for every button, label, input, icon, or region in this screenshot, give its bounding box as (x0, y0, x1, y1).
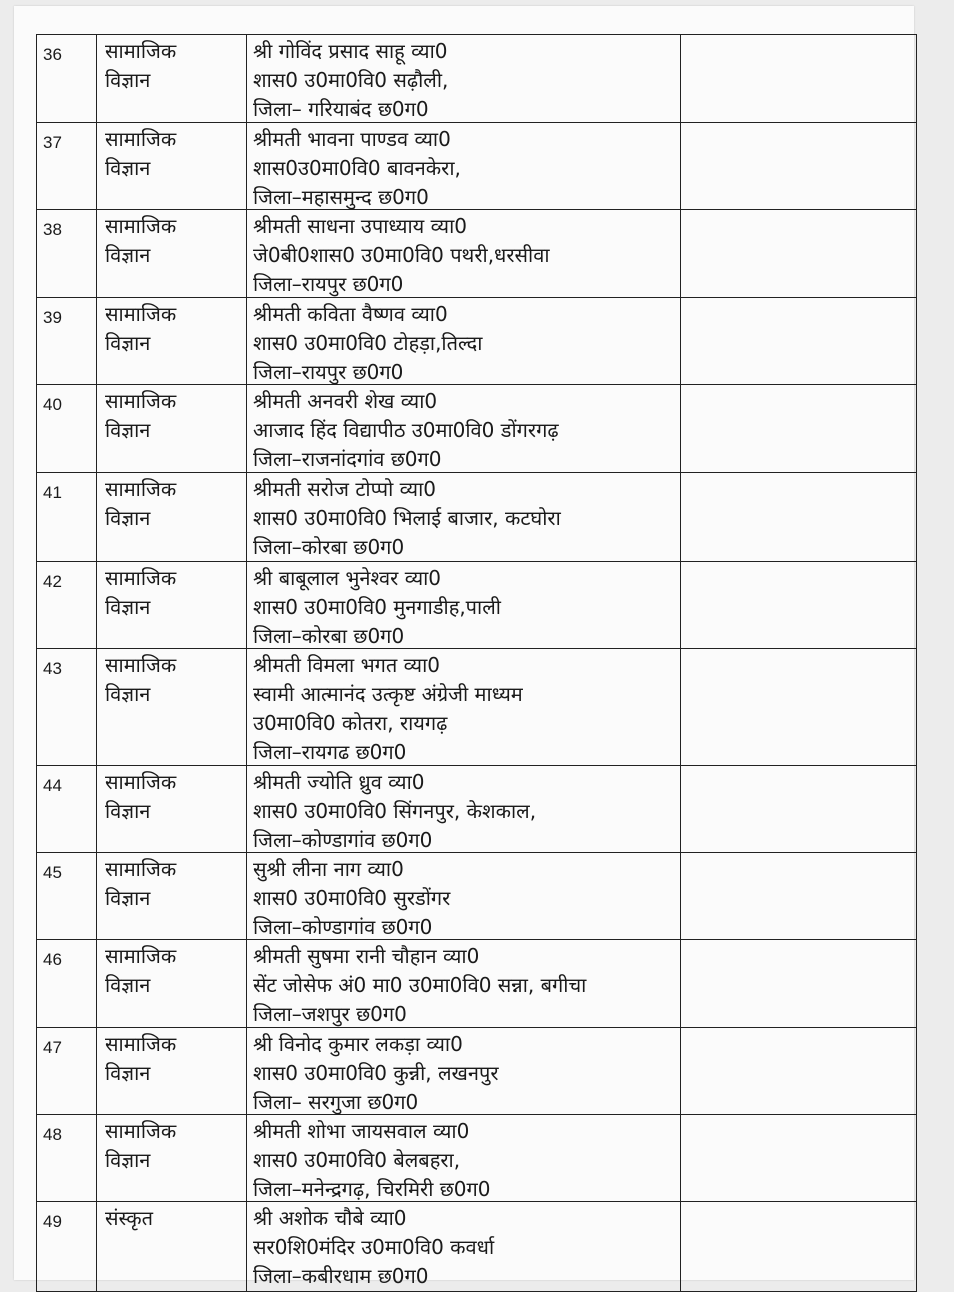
subject-line: विज्ञान (105, 331, 151, 355)
serial-number-cell: 40 (37, 385, 97, 472)
teacher-details-cell (247, 385, 681, 472)
table-row (37, 562, 917, 649)
teacher-details-cell (247, 473, 681, 561)
table-row (37, 649, 917, 766)
detail-line: श्रीमती शोभा जायसवाल व्या0 (253, 1119, 470, 1143)
detail-line: श्रीमती साधना उपाध्याय व्या0 (253, 214, 467, 238)
detail-line: जिला–रायपुर छ0ग0 (253, 360, 404, 384)
remarks-cell (681, 473, 917, 561)
subject-line: सामाजिक (105, 477, 177, 501)
remarks-cell (681, 35, 917, 122)
detail-line: जिला–जशपुर छ0ग0 (253, 1002, 407, 1026)
subject-cell (97, 35, 247, 122)
subject-cell (97, 123, 247, 209)
detail-line: आजाद हिंद विद्यापीठ उ0मा0वि0 डोंगरगढ़ (253, 418, 559, 442)
teacher-details-cell (247, 210, 681, 297)
serial-number-cell: 47 (37, 1028, 97, 1114)
subject-line: विज्ञान (105, 156, 151, 180)
subject-line: विज्ञान (105, 1148, 151, 1172)
remarks-cell (681, 562, 917, 648)
subject-cell (97, 385, 247, 472)
subject-cell (97, 853, 247, 939)
table-row (37, 473, 917, 562)
teacher-details-cell (247, 562, 681, 648)
remarks-cell (681, 649, 917, 765)
subject-cell (97, 1202, 247, 1291)
table-row (37, 940, 917, 1028)
subject-line: सामाजिक (105, 944, 177, 968)
subject-cell (97, 940, 247, 1027)
serial-number-cell: 36 (37, 35, 97, 122)
teacher-details-cell (247, 1202, 681, 1291)
subject-line: विज्ञान (105, 506, 151, 530)
detail-line: शास0 उ0मा0वि0 बेलबहरा, (253, 1148, 461, 1172)
detail-line: शास0 उ0मा0वि0 भिलाई बाजार, कटघोरा (253, 506, 561, 530)
remarks-cell (681, 940, 917, 1027)
remarks-cell (681, 1115, 917, 1201)
subject-line: विज्ञान (105, 68, 151, 92)
teacher-details-cell (247, 649, 681, 765)
subject-line: विज्ञान (105, 243, 151, 267)
detail-line: जिला–कोण्डागांव छ0ग0 (253, 915, 433, 939)
subject-line: सामाजिक (105, 1032, 177, 1056)
remarks-cell (681, 766, 917, 852)
detail-line: सर0शि0मंदिर उ0मा0वि0 कवर्धा (253, 1235, 495, 1259)
subject-cell (97, 473, 247, 561)
serial-number-cell: 39 (37, 298, 97, 384)
detail-line: जिला–राजनांदगांव छ0ग0 (253, 447, 442, 471)
detail-line: श्रीमती अनवरी शेख व्या0 (253, 389, 438, 413)
remarks-cell (681, 1202, 917, 1291)
serial-number-cell: 43 (37, 649, 97, 765)
detail-line: जिला– सरगुजा छ0ग0 (253, 1090, 419, 1114)
table-row (37, 123, 917, 210)
subject-line: सामाजिक (105, 857, 177, 881)
teacher-details-cell (247, 766, 681, 852)
subject-cell (97, 562, 247, 648)
subject-line: विज्ञान (105, 682, 151, 706)
detail-line: शास0 उ0मा0वि0 सिंगनपुर, केशकाल, (253, 799, 537, 823)
table-row (37, 1028, 917, 1115)
detail-line: श्रीमती सुषमा रानी चौहान व्या0 (253, 944, 480, 968)
detail-line: सुश्री लीना नाग व्या0 (253, 857, 404, 881)
remarks-cell (681, 123, 917, 209)
subject-line: सामाजिक (105, 566, 177, 590)
serial-number-cell: 41 (37, 473, 97, 561)
serial-number-cell: 45 (37, 853, 97, 939)
serial-number-cell: 48 (37, 1115, 97, 1201)
detail-line: श्रीमती विमला भगत व्या0 (253, 653, 441, 677)
serial-number-cell: 44 (37, 766, 97, 852)
subject-cell (97, 210, 247, 297)
subject-line: सामाजिक (105, 770, 177, 794)
detail-line: सेंट जोसेफ अं0 मा0 उ0मा0वि0 सन्ना, बगीचा (253, 973, 587, 997)
teacher-list-table (36, 34, 917, 1292)
subject-line: सामाजिक (105, 302, 177, 326)
serial-number-cell: 42 (37, 562, 97, 648)
serial-number-cell: 46 (37, 940, 97, 1027)
subject-line: सामाजिक (105, 1119, 177, 1143)
detail-line: श्रीमती भावना पाण्डव व्या0 (253, 127, 451, 151)
subject-line: सामाजिक (105, 653, 177, 677)
detail-line: शास0 उ0मा0वि0 टोहड़ा,तिल्दा (253, 331, 483, 355)
subject-cell (97, 649, 247, 765)
table-row (37, 766, 917, 853)
teacher-details-cell (247, 298, 681, 384)
detail-line: जिला–रायगढ छ0ग0 (253, 740, 407, 764)
detail-line: उ0मा0वि0 कोतरा, रायगढ़ (253, 711, 448, 735)
subject-cell (97, 298, 247, 384)
subject-cell (97, 1028, 247, 1114)
teacher-details-cell (247, 1028, 681, 1114)
detail-line: जिला–कबीरधाम छ0ग0 (253, 1264, 429, 1288)
detail-line: जे0बी0शास0 उ0मा0वि0 पथरी,धरसीवा (253, 243, 550, 267)
detail-line: जिला–कोरबा छ0ग0 (253, 624, 405, 648)
remarks-cell (681, 298, 917, 384)
detail-line: जिला– गरियाबंद छ0ग0 (253, 97, 429, 121)
detail-line: श्रीमती सरोज टोप्पो व्या0 (253, 477, 436, 501)
table-row (37, 385, 917, 473)
detail-line: श्रीमती कविता वैष्णव व्या0 (253, 302, 448, 326)
subject-line: सामाजिक (105, 127, 177, 151)
subject-line: संस्कृत (105, 1206, 154, 1230)
subject-line: सामाजिक (105, 214, 177, 238)
table-row (37, 1115, 917, 1202)
serial-number-cell: 37 (37, 123, 97, 209)
detail-line: जिला–कोण्डागांव छ0ग0 (253, 828, 433, 852)
subject-line: विज्ञान (105, 595, 151, 619)
serial-number-cell: 38 (37, 210, 97, 297)
detail-line: शास0 उ0मा0वि0 सढ़ौली, (253, 68, 449, 92)
detail-line: श्रीमती ज्योति ध्रुव व्या0 (253, 770, 425, 794)
subject-cell (97, 766, 247, 852)
detail-line: श्री गोविंद प्रसाद साहू व्या0 (253, 39, 448, 63)
remarks-cell (681, 1028, 917, 1114)
detail-line: शास0उ0मा0वि0 बावनकेरा, (253, 156, 461, 180)
teacher-details-cell (247, 1115, 681, 1201)
subject-line: विज्ञान (105, 418, 151, 442)
detail-line: जिला–रायपुर छ0ग0 (253, 272, 404, 296)
remarks-cell (681, 853, 917, 939)
detail-line: शास0 उ0मा0वि0 कुन्नी, लखनपुर (253, 1061, 499, 1085)
table-row (37, 35, 917, 123)
subject-line: सामाजिक (105, 39, 177, 63)
subject-line: विज्ञान (105, 886, 151, 910)
subject-line: विज्ञान (105, 799, 151, 823)
table-row (37, 853, 917, 940)
detail-line: जिला–मनेन्द्रगढ़, चिरमिरी छ0ग0 (253, 1177, 491, 1201)
detail-line: शास0 उ0मा0वि0 मुनगाडीह,पाली (253, 595, 501, 619)
detail-line: शास0 उ0मा0वि0 सुरडोंगर (253, 886, 451, 910)
detail-line: श्री बाबूलाल भुनेश्वर व्या0 (253, 566, 442, 590)
teacher-details-cell (247, 123, 681, 209)
subject-line: विज्ञान (105, 1061, 151, 1085)
detail-line: स्वामी आत्मानंद उत्कृष्ट अंग्रेजी माध्यम (253, 682, 523, 706)
subject-line: विज्ञान (105, 973, 151, 997)
detail-line: श्री अशोक चौबे व्या0 (253, 1206, 407, 1230)
serial-number-cell: 49 (37, 1202, 97, 1291)
table-row (37, 1202, 917, 1292)
table-row (37, 210, 917, 298)
detail-line: जिला–महासमुन्द छ0ग0 (253, 185, 429, 209)
teacher-details-cell (247, 35, 681, 122)
teacher-details-cell (247, 853, 681, 939)
subject-cell (97, 1115, 247, 1201)
detail-line: श्री विनोद कुमार लकड़ा व्या0 (253, 1032, 463, 1056)
remarks-cell (681, 210, 917, 297)
detail-line: जिला–कोरबा छ0ग0 (253, 535, 405, 559)
remarks-cell (681, 385, 917, 472)
subject-line: सामाजिक (105, 389, 177, 413)
teacher-details-cell (247, 940, 681, 1027)
table-row (37, 298, 917, 385)
